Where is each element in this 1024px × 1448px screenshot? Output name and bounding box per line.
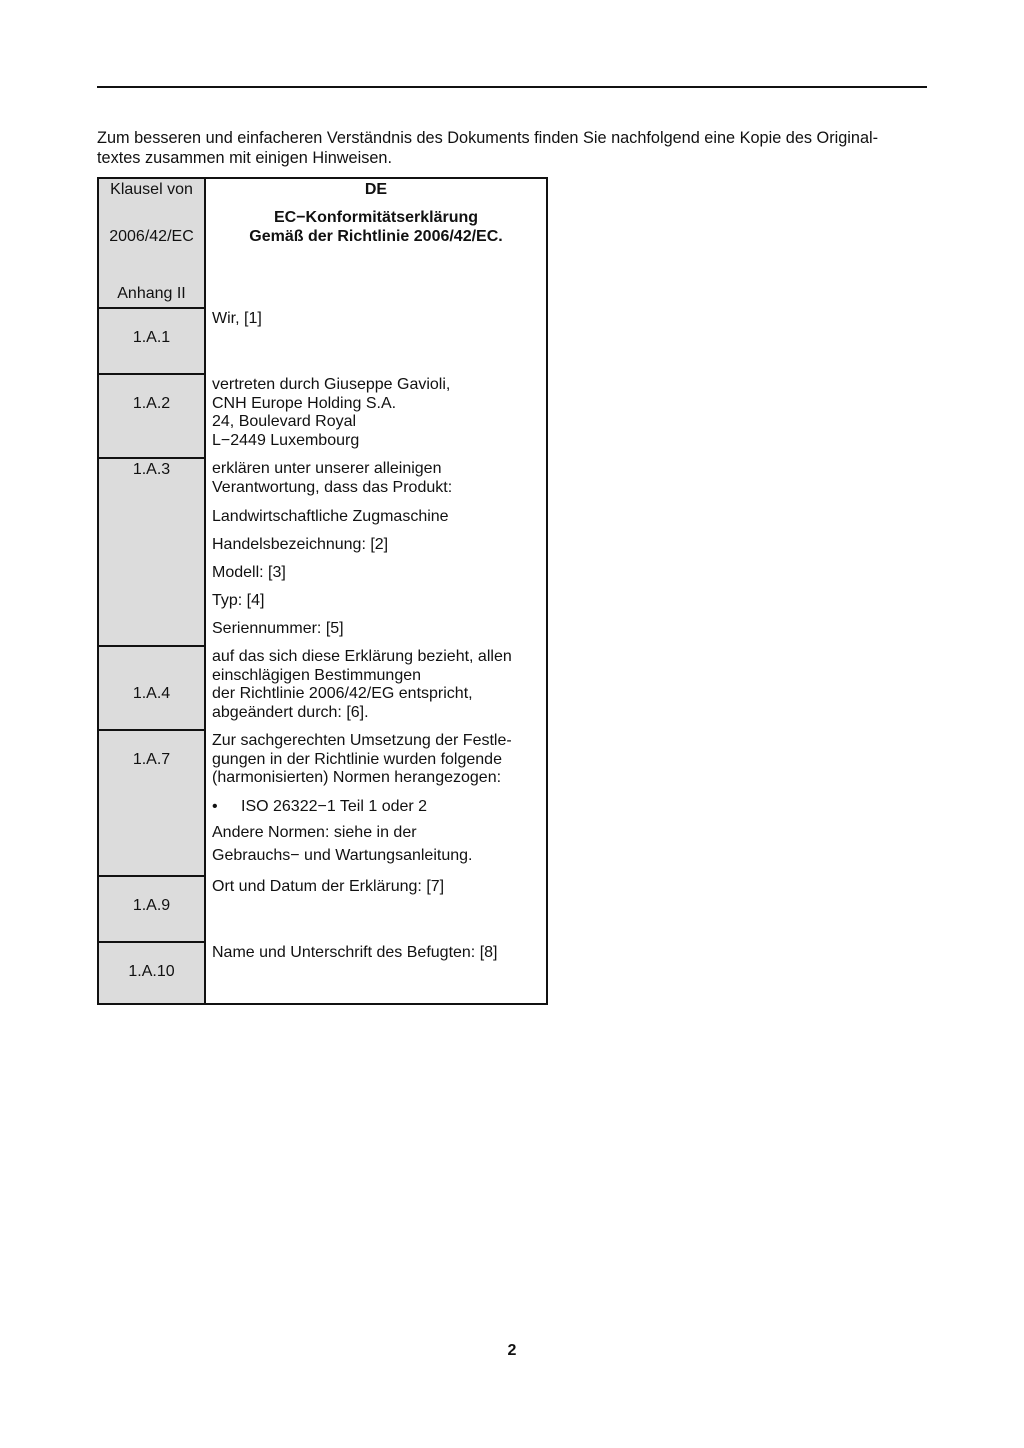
authorized-signature: Name und Unterschrift des Befugten: [8] [212,944,498,961]
clause-cell [98,876,205,942]
page-number: 2 [507,1342,517,1359]
clause-header-line-2: 2006/42/EC [109,228,194,245]
conformity-line-2: einschlägigen Bestimmungen [212,666,422,684]
clause-label: 1.A.10 [128,963,175,980]
declaration-subtitle: Gemäß der Richtlinie 2006/42/EC. [249,228,503,245]
conformity-line-1: auf das sich diese Erklärung bezieht, allen [212,648,512,665]
declaration-title: EC−Konformitätserklärung [273,209,479,226]
company-name: CNH Europe Holding S.A. [212,394,397,412]
type: Typ: [4] [212,592,265,609]
conformity-line-3: der Richtlinie 2006/42/EG entspricht, [212,685,473,702]
content-cell [205,308,547,374]
bullet-icon: • [212,798,218,815]
table-row [98,942,547,1004]
language-code: DE [364,181,388,198]
clause-header-line-3: Anhang II [117,285,186,302]
table-row [98,876,547,942]
model: Modell: [3] [212,564,286,581]
clause-cell [98,374,205,458]
content-cell [205,646,547,730]
content-cell [205,730,547,876]
intro-line-1: Zum besseren und einfacheren Verständnis des Dokuments finden Sie nachfolgend eine Kopie des Original- [97,129,879,147]
top-rule [97,86,927,88]
declaration-line-1: erklären unter unserer alleinigen [212,460,442,477]
address-city: L−2449 Luxembourg [212,431,360,449]
representative-name: vertreten durch Giuseppe Gavioli, [212,376,451,393]
clause-cell [98,308,205,374]
table-row [98,458,547,646]
table-header-row [98,178,547,308]
clause-label: 1.A.9 [132,897,171,914]
address-street: 24, Boulevard Royal [212,413,357,430]
clause-label: 1.A.4 [132,685,171,702]
trade-name: Handelsbezeichnung: [2] [212,536,389,553]
standards-line-2: gungen in der Richtlinie wurden folgende [212,750,502,768]
clause-header-line-1: Klausel von [110,181,193,198]
clause-label: 1.A.2 [132,395,171,412]
content-cell [205,374,547,458]
content-cell [205,876,547,942]
other-standards-line-1: Andere Normen: siehe in der [212,824,417,841]
declaration-line-2: Verantwortung, dass das Produkt: [212,478,453,496]
clause-cell [98,646,205,730]
intro-line-2: textes zusammen mit einigen Hinweisen. [97,149,393,167]
clause-header-cell [98,178,205,308]
clause-label: 1.A.3 [132,461,171,478]
intro-paragraph [97,128,929,168]
list-item [212,798,540,817]
clause-cell [98,730,205,876]
place-and-date: Ort und Datum der Erklärung: [7] [212,878,445,895]
standards-line-1: Zur sachgerechten Umsetzung der Festle- [212,732,512,749]
other-standards-line-2: Gebrauchs− und Wartungsanleitung. [212,847,473,864]
table-row [98,308,547,374]
product-description: Landwirtschaftliche Zugmaschine [212,508,449,525]
clause-cell [98,942,205,1004]
table-row [98,646,547,730]
standards-line-3: (harmonisierten) Normen herangezogen: [212,769,502,786]
table-row [98,730,547,876]
serial-number: Seriennummer: [5] [212,620,344,637]
clause-cell [98,458,205,646]
standard-name: ISO 26322−1 Teil 1 oder 2 [241,798,428,815]
title-header-cell [205,178,547,308]
content-text: Wir, [1] [212,310,262,327]
clause-label: 1.A.7 [132,751,171,768]
content-cell [205,942,547,1004]
conformity-line-4: abgeändert durch: [6]. [212,703,369,721]
declaration-table [97,177,548,1005]
clause-label: 1.A.1 [132,329,171,346]
content-cell [205,458,547,646]
table-row [98,374,547,458]
